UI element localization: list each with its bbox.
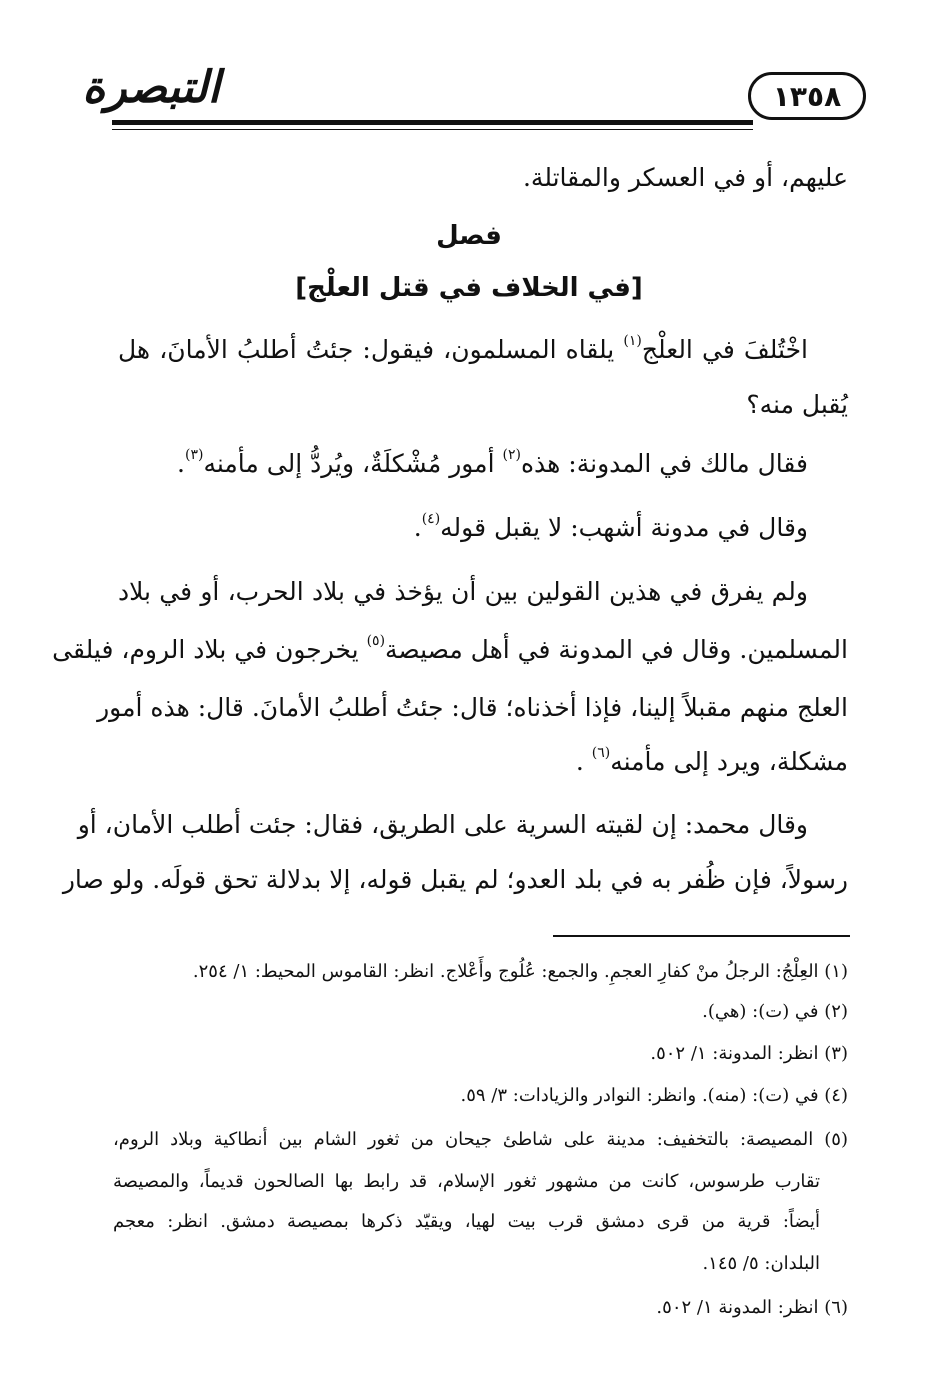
footnote-ref: (١): [623, 332, 642, 349]
footnote-continuation: تقارب طرسوس، كانت من مشهور ثغور الإسلام، قد رابط بها الصالحون قديماً، والمصيصة: [113, 1171, 820, 1192]
paragraph-line: [576, 742, 848, 782]
paragraph-line: وقال محمد: إن لقيته السرية على الطريق، فقال: جئت أطلب الأمان، أو: [77, 810, 808, 839]
page-number: ١٣٥٨: [748, 72, 866, 120]
footnote-ref: (٣): [184, 446, 204, 463]
footnote-continuation: البلدان: ٥/ ١٤٥.: [702, 1253, 820, 1274]
body-line: عليهم، أو في العسكر والمقاتلة.: [522, 163, 848, 192]
paragraph-line: رسولاً، فإن ظُفر به في بلد العدو؛ لم يقبل قوله، إلا بدلالة تحق قولَه. ولو صار: [62, 865, 848, 894]
section-subtitle: [في الخلاف في قتل العلْج]: [295, 273, 643, 303]
header-rule-thin: [112, 129, 753, 130]
footnote: (٣) انظر: المدونة: ١/ ٥٠٢.: [650, 1043, 848, 1064]
text-run: .: [413, 513, 422, 542]
text-run: يلقاه المسلمون، فيقول: جئتُ أطلبُ الأمانَ، هل: [118, 335, 624, 364]
footnote-ref: (٢): [502, 446, 521, 463]
paragraph-line: [52, 630, 848, 670]
text-run: اخْتُلفَ في العلْج: [641, 335, 808, 364]
footnote-ref: (٦): [591, 744, 611, 761]
text-run: أمور مُشْكلَةٌ، ويُردُّ إلى مأمنه: [203, 449, 503, 478]
paragraph-line: [414, 508, 808, 548]
text-run: المسلمين. وقال في المدونة في أهل مصيصة: [385, 635, 848, 664]
section-title: فصل: [436, 221, 502, 251]
footnote-ref: (٥): [366, 632, 386, 649]
footnote: (٤) في (ت): (منه). وانظر: النوادر والزيادات: ٣/ ٥٩.: [460, 1085, 848, 1106]
footnote: (٥) المصيصة: بالتخفيف: مدينة على شاطئ جيحان من ثغور الشام بين أنطاكية وبلاد الروم،: [113, 1129, 848, 1150]
text-run: .: [575, 747, 592, 776]
paragraph-line: يُقبل منه؟: [746, 390, 848, 419]
paragraph-line: العلج منهم مقبلاً إلينا، فإذا أخذناه؛ قال: جئتُ أطلبُ الأمانَ. قال: هذه أمور: [97, 693, 848, 722]
footnote-continuation: أيضاً: قرية من قرى دمشق قرب بيت لهيا، ويقيّد ذكرها بمصيصة دمشق. انظر: معجم: [113, 1211, 820, 1232]
paragraph-line: [118, 330, 808, 370]
text-run: فقال مالك في المدونة: هذه: [520, 449, 808, 478]
footnote-separator: [553, 935, 850, 937]
footnote: (١) العِلْجُ: الرجلُ منْ كفارِ العجمِ. والجمع: عُلُوج وأَعْلاج. انظر: القاموس المحيط: ١/ ٢٥٤.: [192, 961, 848, 982]
text-run: يخرجون في بلاد الروم، فيلقى: [52, 635, 367, 664]
footnote: (٦) انظر: المدونة ١/ ٥٠٢.: [656, 1297, 848, 1318]
text-run: مشكلة، ويرد إلى مأمنه: [610, 747, 848, 776]
footnote-ref: (٤): [421, 510, 441, 527]
paragraph-line: ولم يفرق في هذين القولين بين أن يؤخذ في بلاد الحرب، أو في بلاد: [118, 577, 808, 606]
text-run: .: [177, 449, 185, 478]
paragraph-line: [177, 444, 808, 484]
footnote: (٢) في (ت): (هي).: [702, 1001, 848, 1022]
header-rule: [112, 120, 753, 125]
running-title: التبصرة: [82, 62, 220, 113]
text-run: وقال في مدونة أشهب: لا يقبل قوله: [440, 513, 808, 542]
